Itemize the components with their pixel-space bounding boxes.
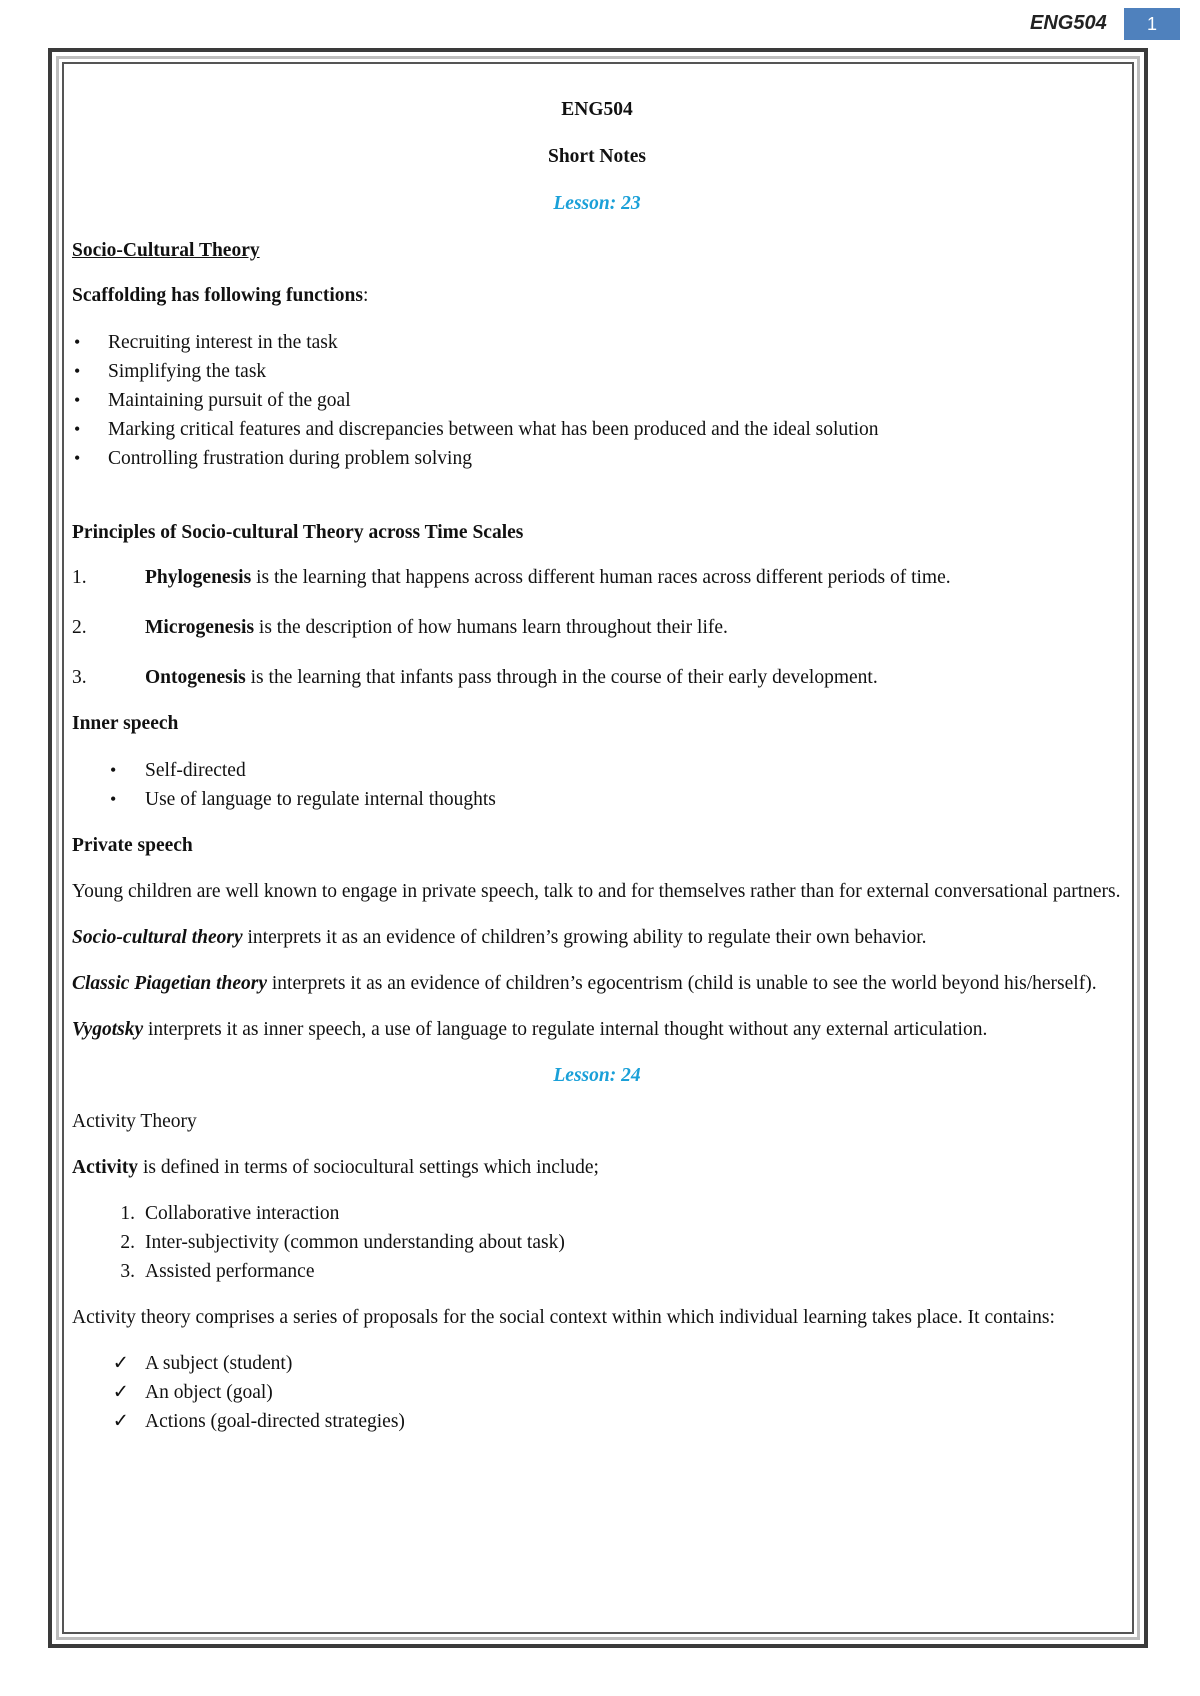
- lesson-24-heading: Lesson: 24: [553, 1065, 641, 1086]
- inner-speech-heading: Inner speech: [72, 713, 179, 734]
- private-speech-paragraph: Young children are well known to engage in private speech, talk to and for themselves rather than for external conversational partners.: [72, 881, 1121, 902]
- header-course-code: ENG504: [1030, 12, 1107, 34]
- principle-item: 3. Ontogenesis is the learning that infants pass through in the course of their early development.: [72, 667, 878, 688]
- scaffolding-list: [72, 328, 1122, 473]
- list-item: 1. Collaborative interaction: [120, 1203, 340, 1224]
- list-item: • Self-directed: [72, 756, 1122, 785]
- section-heading-socio-cultural: Socio-Cultural Theory: [72, 240, 260, 261]
- vygotsky-paragraph: Vygotsky interprets it as inner speech, a use of language to regulate internal thought without any external articulation.: [72, 1019, 988, 1040]
- list-item: 2. Inter-subjectivity (common understanding about task): [120, 1232, 565, 1253]
- activity-definition: Activity is defined in terms of sociocultural settings which include;: [72, 1157, 599, 1178]
- list-item: • Use of language to regulate internal thoughts: [72, 785, 1122, 814]
- inner-speech-list: [72, 756, 1122, 814]
- list-item: ✓ An object (goal): [72, 1378, 1122, 1407]
- list-item: • Maintaining pursuit of the goal: [72, 386, 1122, 415]
- scaffolding-heading: Scaffolding has following functions:: [72, 285, 369, 306]
- check-icon: ✓: [112, 1353, 129, 1374]
- page-number-badge: 1: [1124, 8, 1180, 40]
- list-item: ✓ A subject (student): [72, 1349, 1122, 1378]
- doc-title: ENG504: [561, 99, 633, 120]
- principles-list: [72, 563, 1122, 692]
- contains-list: [72, 1349, 1122, 1436]
- activity-theory-heading: Activity Theory: [72, 1111, 197, 1132]
- list-item: • Marking critical features and discrepancies between what has been produced and the ideal solution: [72, 415, 1122, 444]
- list-item: • Recruiting interest in the task: [72, 328, 1122, 357]
- doc-subtitle: Short Notes: [547, 146, 647, 167]
- check-icon: ✓: [112, 1382, 129, 1403]
- list-item: • Controlling frustration during problem solving: [72, 444, 1122, 473]
- lesson-23-heading: Lesson: 23: [553, 193, 641, 214]
- principle-item: 2. Microgenesis is the description of how humans learn throughout their life.: [72, 617, 728, 638]
- list-item: ✓ Actions (goal-directed strategies): [72, 1407, 1122, 1436]
- socio-cultural-paragraph: Socio-cultural theory interprets it as an evidence of children’s growing ability to regulate their own behavior.: [72, 927, 927, 948]
- activity-theory-paragraph: Activity theory comprises a series of proposals for the social context within which individual learning takes place. It contains:: [72, 1307, 1055, 1328]
- list-item: 3. Assisted performance: [120, 1261, 315, 1282]
- document-body: [72, 95, 1122, 1436]
- activity-list: [72, 1199, 1122, 1286]
- principles-heading: Principles of Socio-cultural Theory across Time Scales: [72, 522, 524, 543]
- list-item: • Simplifying the task: [72, 357, 1122, 386]
- piagetian-paragraph: Classic Piagetian theory interprets it as an evidence of children’s egocentrism (child is unable to see the world beyond his/herself).: [72, 973, 1097, 994]
- check-icon: ✓: [112, 1411, 129, 1432]
- principle-item: 1. Phylogenesis is the learning that happens across different human races across different periods of time.: [72, 567, 951, 588]
- private-speech-heading: Private speech: [72, 835, 193, 856]
